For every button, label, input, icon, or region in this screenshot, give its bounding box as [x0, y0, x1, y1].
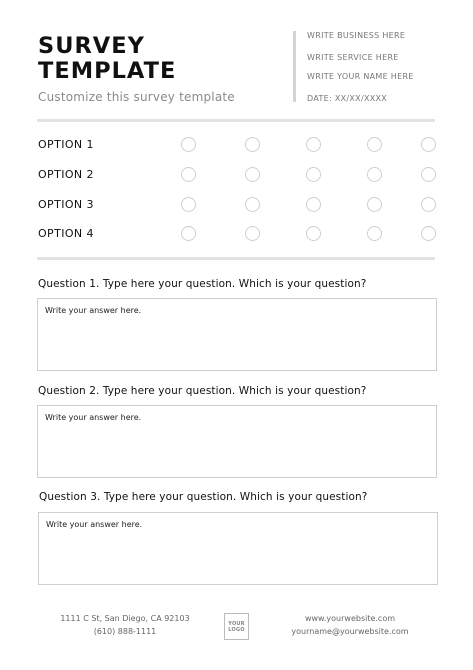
option-3-radio-1[interactable]: [181, 197, 196, 212]
logo-line-2: LOGO: [228, 626, 245, 633]
option-4-radio-5[interactable]: [421, 226, 436, 241]
footer-email[interactable]: yourname@yourwebsite.com: [291, 627, 409, 636]
answer-1-placeholder: Write your answer here.: [45, 306, 142, 315]
option-2-radio-5[interactable]: [421, 167, 436, 182]
option-1-radio-3[interactable]: [306, 137, 321, 152]
option-label-2: OPTION 2: [38, 168, 94, 181]
option-label-3: OPTION 3: [38, 198, 94, 211]
answer-2-placeholder: Write your answer here.: [45, 413, 142, 422]
question-2-text: Question 2. Type here your question. Which is your question?: [38, 385, 367, 397]
footer-address: 1111 C St, San Diego, CA 92103: [60, 614, 190, 623]
option-1-radio-2[interactable]: [245, 137, 260, 152]
logo-placeholder: [224, 613, 249, 640]
answer-1-field[interactable]: [37, 298, 437, 371]
option-1-radio-5[interactable]: [421, 137, 436, 152]
answer-2-field[interactable]: [37, 405, 437, 478]
option-2-radio-2[interactable]: [245, 167, 260, 182]
option-2-radio-1[interactable]: [181, 167, 196, 182]
option-label-4: OPTION 4: [38, 227, 94, 240]
answer-3-field[interactable]: [38, 512, 438, 585]
footer-phone: (610) 888-1111: [93, 627, 157, 636]
question-1-text: Question 1. Type here your question. Which is your question?: [38, 278, 367, 290]
option-label-1: OPTION 1: [38, 138, 94, 151]
option-2-radio-3[interactable]: [306, 167, 321, 182]
option-3-radio-3[interactable]: [306, 197, 321, 212]
option-4-radio-1[interactable]: [181, 226, 196, 241]
info-service: WRITE SERVICE HERE: [307, 53, 399, 62]
option-1-radio-1[interactable]: [181, 137, 196, 152]
option-2-radio-4[interactable]: [367, 167, 382, 182]
page-title: [38, 34, 176, 84]
section-divider-bottom: [37, 257, 435, 260]
option-3-radio-4[interactable]: [367, 197, 382, 212]
footer-website[interactable]: www.yourwebsite.com: [304, 614, 396, 623]
option-4-radio-4[interactable]: [367, 226, 382, 241]
info-name: WRITE YOUR NAME HERE: [307, 72, 414, 81]
page-subtitle: Customize this survey template: [38, 90, 235, 104]
option-3-radio-5[interactable]: [421, 197, 436, 212]
info-date: DATE: XX/XX/XXXX: [307, 94, 388, 103]
option-4-radio-3[interactable]: [306, 226, 321, 241]
section-divider-top: [37, 119, 435, 122]
question-3-text: Question 3. Type here your question. Which is your question?: [39, 491, 368, 503]
header-vertical-divider: [293, 31, 296, 102]
option-1-radio-4[interactable]: [367, 137, 382, 152]
info-business: WRITE BUSINESS HERE: [307, 31, 406, 40]
title-line-1: SURVEY: [38, 33, 145, 59]
logo-line-1: YOUR: [228, 620, 245, 627]
answer-3-placeholder: Write your answer here.: [46, 520, 143, 529]
title-line-2: TEMPLATE: [38, 58, 177, 84]
option-3-radio-2[interactable]: [245, 197, 260, 212]
option-4-radio-2[interactable]: [245, 226, 260, 241]
